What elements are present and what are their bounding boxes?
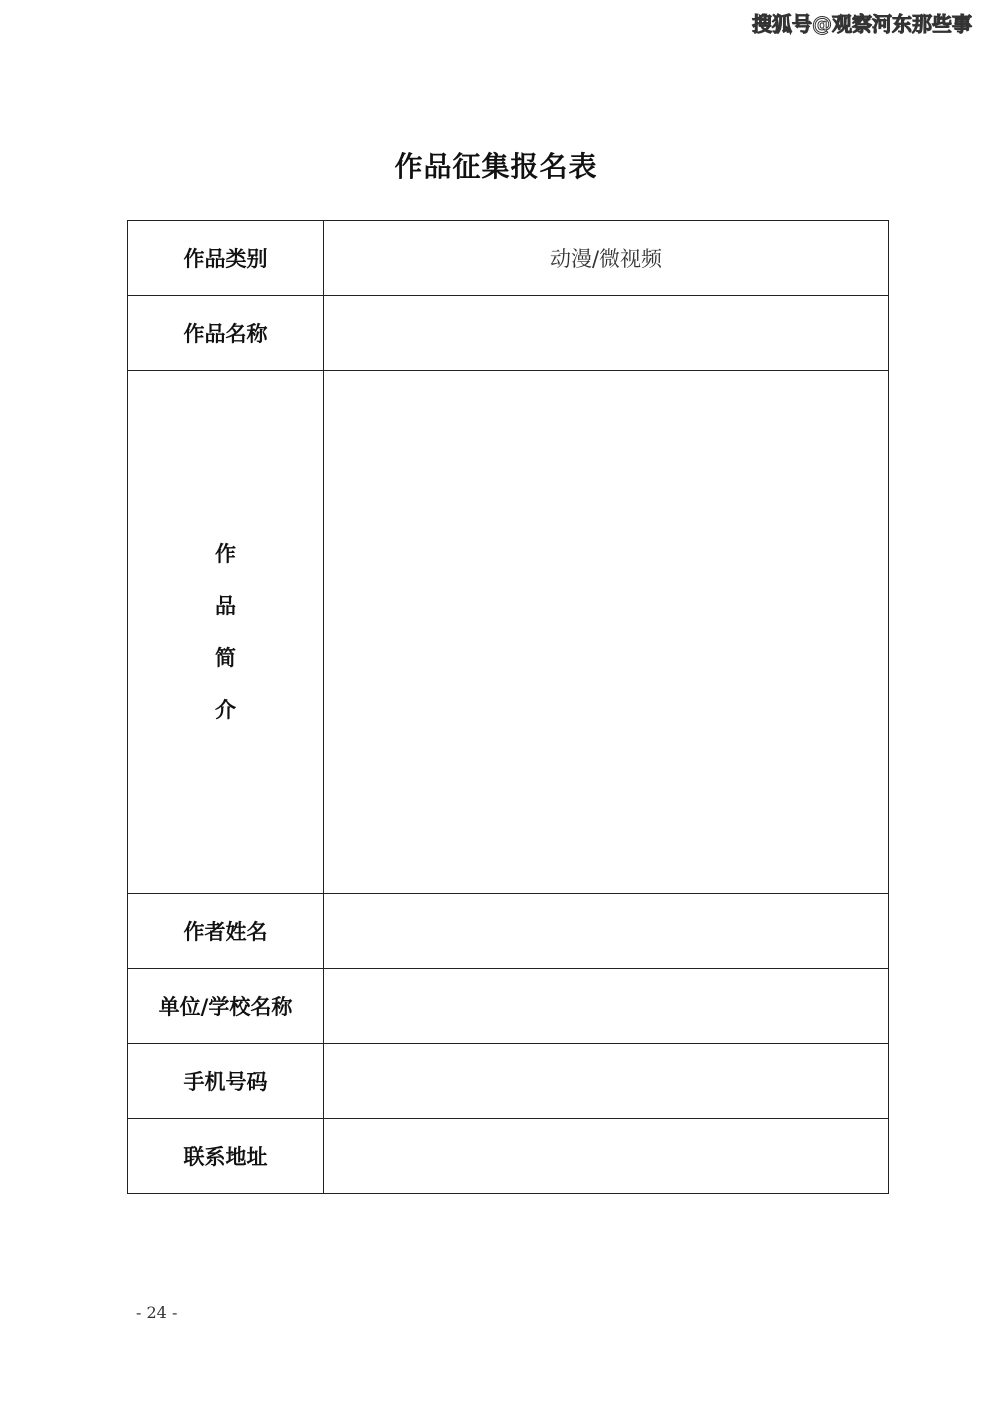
table-row [128, 296, 889, 371]
summary-label-char: 介 [215, 698, 236, 722]
summary-label [128, 371, 324, 894]
phone-field[interactable] [324, 1044, 889, 1119]
table-row [128, 221, 889, 296]
address-field[interactable] [324, 1119, 889, 1194]
category-value[interactable]: 动漫/微视频 [324, 221, 889, 296]
table-row [128, 969, 889, 1044]
page-title: 作品征集报名表 [394, 150, 598, 183]
organization-field[interactable] [324, 969, 889, 1044]
phone-label: 手机号码 [128, 1044, 324, 1119]
table-row [128, 1044, 889, 1119]
category-label: 作品类别 [128, 221, 324, 296]
author-name-label: 作者姓名 [128, 894, 324, 969]
summary-label-stack [128, 539, 323, 725]
watermark: 搜狐号@观察河东那些事 [752, 12, 972, 36]
author-name-field[interactable] [324, 894, 889, 969]
summary-label-char: 简 [215, 646, 236, 670]
table-row [128, 1119, 889, 1194]
work-name-label: 作品名称 [128, 296, 324, 371]
table-row [128, 371, 889, 894]
registration-form-table [127, 220, 889, 1194]
work-name-field[interactable] [324, 296, 889, 371]
summary-field[interactable] [324, 371, 889, 894]
organization-label: 单位/学校名称 [128, 969, 324, 1044]
table-row [128, 894, 889, 969]
address-label: 联系地址 [128, 1119, 324, 1194]
summary-label-char: 作 [215, 542, 236, 566]
summary-label-char: 品 [215, 594, 236, 618]
page-number: - 24 - [136, 1303, 178, 1322]
